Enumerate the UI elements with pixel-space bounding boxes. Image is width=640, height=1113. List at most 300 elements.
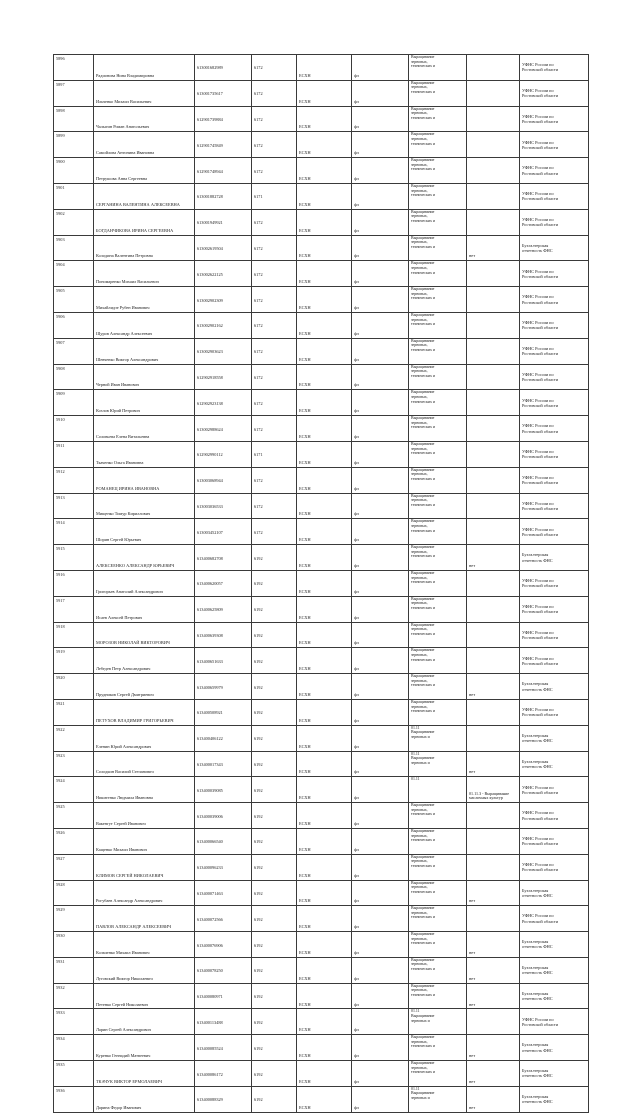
activity-cell	[409, 235, 467, 261]
person-name-cell: Козлов Юрий Петрович	[94, 390, 195, 416]
tax-regime-cell: ЕСХН	[297, 983, 352, 1009]
person-type-cell: фл	[352, 906, 409, 932]
tax-office-code-cell: 6172	[252, 287, 297, 313]
authority-line: Ростовской области	[522, 712, 559, 718]
authority-cell	[520, 957, 589, 983]
person-type-cell: фл	[352, 158, 409, 184]
row-number-cell: 5898	[54, 106, 94, 132]
activity-line: технических и	[411, 992, 435, 997]
row-number-cell: 5902	[54, 209, 94, 235]
activity-line: зерновых,	[411, 420, 428, 425]
authority-cell	[520, 390, 589, 416]
tax-office-code-cell: 6172	[252, 158, 297, 184]
reporting-cell: 01.11.3 - Выращивание масличных культур	[467, 777, 520, 803]
authority-line: УФНС России по	[522, 629, 554, 635]
activity-line: зерновых,	[411, 343, 428, 348]
activity-line: Выращивание	[411, 596, 435, 601]
activity-cell	[409, 132, 467, 158]
authority-cell	[520, 596, 589, 622]
table-row	[54, 957, 589, 983]
activity-line: Выращивание	[411, 854, 435, 859]
activity-line: Выращивание	[411, 756, 435, 761]
activity-cell	[409, 570, 467, 596]
reporting-cell	[467, 183, 520, 209]
inn-cell: 613400076906	[195, 932, 252, 958]
activity-line: зерновых,	[411, 369, 428, 374]
inn-cell: 613400113488	[195, 1009, 252, 1035]
authority-cell	[520, 1086, 589, 1112]
activity-line: технических и	[411, 812, 435, 817]
activity-line: зерновых,	[411, 111, 428, 116]
activity-line: технических и	[411, 89, 435, 94]
tax-office-code-cell: 6172	[252, 338, 297, 364]
authority-cell	[520, 932, 589, 958]
reporting-cell	[467, 441, 520, 467]
activity-line: Выращивание	[411, 880, 435, 885]
authority-line: Ростовской области	[522, 505, 559, 511]
inn-cell: 613400086172	[195, 1061, 252, 1087]
activity-line: зерновых и	[411, 760, 430, 765]
authority-cell	[520, 854, 589, 880]
reporting-cell	[467, 725, 520, 751]
activity-line: Выращивание	[411, 1091, 435, 1096]
tax-office-code-cell: 6172	[252, 132, 297, 158]
authority-line: УФНС России по	[522, 449, 554, 455]
activity-line: зерновых,	[411, 704, 428, 709]
person-name-cell: Петрушова Анна Сергеевна	[94, 158, 195, 184]
activity-line: зерновых и	[411, 734, 430, 739]
inn-cell: 613400066540	[195, 828, 252, 854]
authority-line: Ростовской области	[522, 454, 559, 460]
activity-cell	[409, 158, 467, 184]
person-name-cell: МОРОЗОВ НИКОЛАЙ ВИКТОРОВИЧ	[94, 622, 195, 648]
authority-line: отчетность ФНС	[522, 763, 553, 769]
activity-line: Выращивание	[411, 674, 435, 679]
person-name-cell: Щуров Александр Алексеевич	[94, 312, 195, 338]
person-type-cell: фл	[352, 467, 409, 493]
authority-line: отчетность ФНС	[522, 1047, 553, 1053]
person-type-cell: фл	[352, 493, 409, 519]
person-type-cell: фл	[352, 1086, 409, 1112]
activity-cell	[409, 287, 467, 313]
authority-line: Бухгалтерская	[522, 965, 549, 971]
row-number-cell: 5909	[54, 390, 94, 416]
activity-cell	[409, 648, 467, 674]
table-row	[54, 390, 589, 416]
activity-cell	[409, 699, 467, 725]
reporting-cell: нет	[467, 932, 520, 958]
table-row	[54, 1009, 589, 1035]
activity-line: Выращивание	[411, 545, 435, 550]
reporting-cell	[467, 416, 520, 442]
authority-line: УФНС России по	[522, 216, 554, 222]
activity-cell	[409, 441, 467, 467]
activity-cell	[409, 338, 467, 364]
authority-line: УФНС России по	[522, 1016, 554, 1022]
person-name-cell: Пономаренко Михаил Васильевич	[94, 261, 195, 287]
table-row	[54, 596, 589, 622]
row-number-cell: 5914	[54, 519, 94, 545]
authority-line: УФНС России по	[522, 474, 554, 480]
row-number-cell: 5921	[54, 699, 94, 725]
person-type-cell: фл	[352, 235, 409, 261]
authority-line: Ростовской области	[522, 325, 559, 331]
activity-line: Выращивание	[411, 416, 435, 421]
tax-regime-cell: ЕСХН	[297, 132, 352, 158]
inn-cell: 613002988624	[195, 416, 252, 442]
activity-line: зерновых,	[411, 549, 428, 554]
table-row	[54, 183, 589, 209]
activity-line: технических и	[411, 502, 435, 507]
activity-line: технических и	[411, 322, 435, 327]
tax-regime-cell: ЕСХН	[297, 158, 352, 184]
activity-cell	[409, 183, 467, 209]
activity-line: Выращивание	[411, 364, 435, 369]
tax-office-code-cell: 6192	[252, 1035, 297, 1061]
reporting-cell	[467, 132, 520, 158]
reporting-cell: нет	[467, 751, 520, 777]
tax-office-code-cell: 6192	[252, 648, 297, 674]
authority-line: УФНС России по	[522, 113, 554, 119]
table-row	[54, 364, 589, 390]
activity-line: Выращивание	[411, 493, 435, 498]
tax-regime-cell: ЕСХН	[297, 777, 352, 803]
reporting-cell	[467, 158, 520, 184]
person-type-cell: фл	[352, 416, 409, 442]
activity-line: зерновых,	[411, 1039, 428, 1044]
activity-line: Выращивание	[411, 622, 435, 627]
authority-line: отчетность ФНС	[522, 1073, 553, 1079]
inn-cell: 613400620057	[195, 570, 252, 596]
row-number-cell: 5936	[54, 1086, 94, 1112]
person-type-cell: фл	[352, 1061, 409, 1087]
inn-cell: 613001735617	[195, 80, 252, 106]
activity-line: зерновых,	[411, 601, 428, 606]
authority-line: УФНС России по	[522, 371, 554, 377]
inn-cell: 613400085524	[195, 1035, 252, 1061]
person-type-cell: фл	[352, 983, 409, 1009]
activity-line: Выращивание	[411, 235, 435, 240]
activity-line: Выращивание	[411, 1014, 435, 1019]
authority-line: Ростовской области	[522, 789, 559, 795]
activity-cell	[409, 261, 467, 287]
activity-cell	[409, 674, 467, 700]
authority-line: Ростовской области	[522, 144, 559, 150]
tax-regime-cell: ЕСХН	[297, 493, 352, 519]
activity-line: зерновых и	[411, 1096, 430, 1101]
table-row	[54, 235, 589, 261]
inn-cell: 613001882728	[195, 183, 252, 209]
person-name-cell: Колодина Валентина Петровна	[94, 235, 195, 261]
activity-line: 01.11	[411, 777, 420, 782]
authority-cell	[520, 106, 589, 132]
row-number-cell: 5934	[54, 1035, 94, 1061]
activity-line: технических и	[411, 399, 435, 404]
activity-line: зерновых,	[411, 317, 428, 322]
row-number-cell: 5925	[54, 803, 94, 829]
activity-line: технических и	[411, 528, 435, 533]
authority-cell	[520, 209, 589, 235]
tax-regime-cell: ЕСХН	[297, 106, 352, 132]
activity-line: зерновых,	[411, 678, 428, 683]
table-row	[54, 828, 589, 854]
activity-cell	[409, 803, 467, 829]
activity-line: технических и	[411, 838, 435, 843]
authority-line: УФНС России по	[522, 191, 554, 197]
inn-cell: 613400080971	[195, 983, 252, 1009]
authority-cell	[520, 725, 589, 751]
person-type-cell: фл	[352, 674, 409, 700]
registry-rows	[54, 55, 589, 1113]
activity-cell	[409, 777, 467, 803]
inn-cell: 613400639308	[195, 622, 252, 648]
reporting-cell	[467, 55, 520, 81]
person-name-cell: Соловьева Елена Витальевна	[94, 416, 195, 442]
person-name-cell: ПАВЛОВ АЛЕКСАНДР АЛЕКСЕЕВИЧ	[94, 906, 195, 932]
row-number-cell: 5896	[54, 55, 94, 81]
reporting-cell	[467, 622, 520, 648]
inn-cell: 612901748944	[195, 158, 252, 184]
authority-cell	[520, 80, 589, 106]
activity-line: технических и	[411, 218, 435, 223]
authority-cell	[520, 55, 589, 81]
authority-cell	[520, 545, 589, 571]
person-type-cell: фл	[352, 312, 409, 338]
activity-line: технических и	[411, 347, 435, 352]
reporting-cell	[467, 287, 520, 313]
activity-cell	[409, 55, 467, 81]
authority-line: Бухгалтерская	[522, 1094, 549, 1100]
authority-line: УФНС России по	[522, 139, 554, 145]
activity-line: Выращивание	[411, 183, 435, 188]
tax-regime-cell: ЕСХН	[297, 416, 352, 442]
person-name-cell: Мищенко Тимур Кириллович	[94, 493, 195, 519]
person-type-cell: фл	[352, 957, 409, 983]
reporting-cell	[467, 312, 520, 338]
activity-line: технических и	[411, 373, 435, 378]
activity-line: технических и	[411, 425, 435, 430]
table-row	[54, 493, 589, 519]
inn-cell: 613400017343	[195, 751, 252, 777]
activity-line: зерновых,	[411, 859, 428, 864]
authority-line: Бухгалтерская	[522, 887, 549, 893]
person-type-cell: фл	[352, 287, 409, 313]
authority-line: Ростовской области	[522, 815, 559, 821]
person-type-cell: фл	[352, 183, 409, 209]
person-type-cell: фл	[352, 648, 409, 674]
authority-line: УФНС России по	[522, 62, 554, 68]
activity-line: Выращивание	[411, 828, 435, 833]
row-number-cell: 5929	[54, 906, 94, 932]
activity-line: 01.11	[411, 1086, 420, 1091]
tax-regime-cell: ЕСХН	[297, 699, 352, 725]
authority-cell	[520, 828, 589, 854]
activity-line: Выращивание	[411, 467, 435, 472]
person-name-cell: Куренко Геннадий Матвеевич	[94, 1035, 195, 1061]
tax-office-code-cell: 6172	[252, 80, 297, 106]
row-number-cell: 5901	[54, 183, 94, 209]
activity-line: Выращивание	[411, 957, 435, 962]
authority-line: Бухгалтерская	[522, 552, 549, 558]
tax-regime-cell: ЕСХН	[297, 906, 352, 932]
reporting-cell	[467, 467, 520, 493]
tax-office-code-cell: 6192	[252, 932, 297, 958]
tax-regime-cell: ЕСХН	[297, 519, 352, 545]
authority-cell	[520, 132, 589, 158]
table-row	[54, 441, 589, 467]
authority-line: Ростовской области	[522, 480, 559, 486]
reporting-cell	[467, 519, 520, 545]
tax-regime-cell: ЕСХН	[297, 570, 352, 596]
tax-office-code-cell: 6172	[252, 467, 297, 493]
person-name-cell: СЕРГАНИНА ВАЛЕНТИНА АЛЕКСЕЕВНА	[94, 183, 195, 209]
reporting-cell: нет	[467, 1061, 520, 1087]
tax-regime-cell: ЕСХН	[297, 80, 352, 106]
authority-line: УФНС России по	[522, 526, 554, 532]
authority-cell	[520, 751, 589, 777]
authority-line: Ростовской области	[522, 222, 559, 228]
table-row	[54, 287, 589, 313]
activity-line: Выращивание	[411, 932, 435, 937]
activity-cell	[409, 519, 467, 545]
activity-line: зерновых,	[411, 59, 428, 64]
tax-regime-cell: ЕСХН	[297, 880, 352, 906]
person-type-cell: фл	[352, 55, 409, 81]
authority-line: Ростовской области	[522, 93, 559, 99]
table-row	[54, 106, 589, 132]
activity-line: технических и	[411, 167, 435, 172]
activity-line: зерновых и	[411, 1018, 430, 1023]
authority-line: отчетность ФНС	[522, 996, 553, 1002]
table-row	[54, 622, 589, 648]
reporting-cell: нет	[467, 1086, 520, 1112]
person-type-cell: фл	[352, 854, 409, 880]
tax-regime-cell: ЕСХН	[297, 725, 352, 751]
activity-line: технических и	[411, 115, 435, 120]
reporting-cell	[467, 80, 520, 106]
table-row	[54, 1086, 589, 1112]
tax-regime-cell: ЕСХН	[297, 932, 352, 958]
activity-line: зерновых,	[411, 85, 428, 90]
inn-cell: 613002902162	[195, 312, 252, 338]
table-row	[54, 1061, 589, 1087]
activity-line: зерновых,	[411, 394, 428, 399]
authority-cell	[520, 880, 589, 906]
reporting-cell: нет	[467, 1035, 520, 1061]
authority-line: отчетность ФНС	[522, 1099, 553, 1105]
activity-line: технических и	[411, 580, 435, 585]
tax-office-code-cell: 6172	[252, 235, 297, 261]
tax-regime-cell: ЕСХН	[297, 648, 352, 674]
table-row	[54, 55, 589, 81]
tax-regime-cell: ЕСХН	[297, 287, 352, 313]
activity-line: Выращивание	[411, 648, 435, 653]
table-row	[54, 880, 589, 906]
person-name-cell: ТКАЧУК ВИКТОР ЕРМОЛАЕВИЧ	[94, 1061, 195, 1087]
person-name-cell: Михайлидзе Рубен Иванович	[94, 287, 195, 313]
activity-line: Выращивание	[411, 1061, 435, 1066]
reporting-cell	[467, 364, 520, 390]
activity-line: Выращивание	[411, 158, 435, 163]
tax-office-code-cell: 6192	[252, 725, 297, 751]
person-name-cell: КЛИМОВ СЕРГЕЙ НИКОЛАЕВИЧ	[94, 854, 195, 880]
row-number-cell: 5933	[54, 1009, 94, 1035]
activity-line: Выращивание	[411, 983, 435, 988]
inn-cell: 613003452107	[195, 519, 252, 545]
activity-line: технических и	[411, 141, 435, 146]
tax-office-code-cell: 6192	[252, 570, 297, 596]
tax-office-code-cell: 6172	[252, 519, 297, 545]
table-row	[54, 132, 589, 158]
tax-regime-cell: ЕСХН	[297, 1035, 352, 1061]
authority-line: Ростовской области	[522, 660, 559, 666]
inn-cell: 613400625809	[195, 596, 252, 622]
authority-line: УФНС России по	[522, 500, 554, 506]
person-type-cell: фл	[352, 441, 409, 467]
person-type-cell: фл	[352, 132, 409, 158]
authority-line: УФНС России по	[522, 836, 554, 842]
tax-regime-cell: ЕСХН	[297, 364, 352, 390]
activity-line: Выращивание	[411, 441, 435, 446]
authority-line: Ростовской области	[522, 634, 559, 640]
activity-line: зерновых,	[411, 652, 428, 657]
authority-line: Ростовской области	[522, 428, 559, 434]
person-type-cell: фл	[352, 1009, 409, 1035]
inn-cell: 613400039085	[195, 777, 252, 803]
tax-office-code-cell: 6192	[252, 699, 297, 725]
activity-line: зерновых,	[411, 523, 428, 528]
activity-line: зерновых,	[411, 472, 428, 477]
authority-cell	[520, 467, 589, 493]
tax-regime-cell: ЕСХН	[297, 183, 352, 209]
activity-cell	[409, 751, 467, 777]
row-number-cell: 5906	[54, 312, 94, 338]
activity-line: Выращивание	[411, 287, 435, 292]
authority-cell	[520, 416, 589, 442]
tax-office-code-cell: 6192	[252, 880, 297, 906]
tax-regime-cell: ЕСХН	[297, 209, 352, 235]
reporting-cell	[467, 493, 520, 519]
table-row	[54, 570, 589, 596]
authority-line: отчетность ФНС	[522, 557, 553, 563]
activity-cell	[409, 209, 467, 235]
authority-line: отчетность ФНС	[522, 686, 553, 692]
row-number-cell: 5928	[54, 880, 94, 906]
authority-line: УФНС России по	[522, 707, 554, 713]
authority-cell	[520, 364, 589, 390]
row-number-cell: 5924	[54, 777, 94, 803]
activity-cell	[409, 957, 467, 983]
inn-cell: 613003068944	[195, 467, 252, 493]
tax-regime-cell: ЕСХН	[297, 55, 352, 81]
activity-line: Выращивание	[411, 699, 435, 704]
person-type-cell: фл	[352, 390, 409, 416]
tax-office-code-cell: 6192	[252, 1061, 297, 1087]
activity-line: Выращивание	[411, 312, 435, 317]
reporting-cell	[467, 106, 520, 132]
tax-office-code-cell: 6172	[252, 312, 297, 338]
table-row	[54, 209, 589, 235]
person-type-cell: фл	[352, 725, 409, 751]
activity-line: технических и	[411, 683, 435, 688]
authority-line: отчетность ФНС	[522, 970, 553, 976]
activity-line: технических и	[411, 1070, 435, 1075]
person-type-cell: фл	[352, 364, 409, 390]
reporting-cell	[467, 596, 520, 622]
authority-line: Бухгалтерская	[522, 732, 549, 738]
person-name-cell: Петенко Сергей Николаевич	[94, 983, 195, 1009]
person-type-cell: фл	[352, 596, 409, 622]
